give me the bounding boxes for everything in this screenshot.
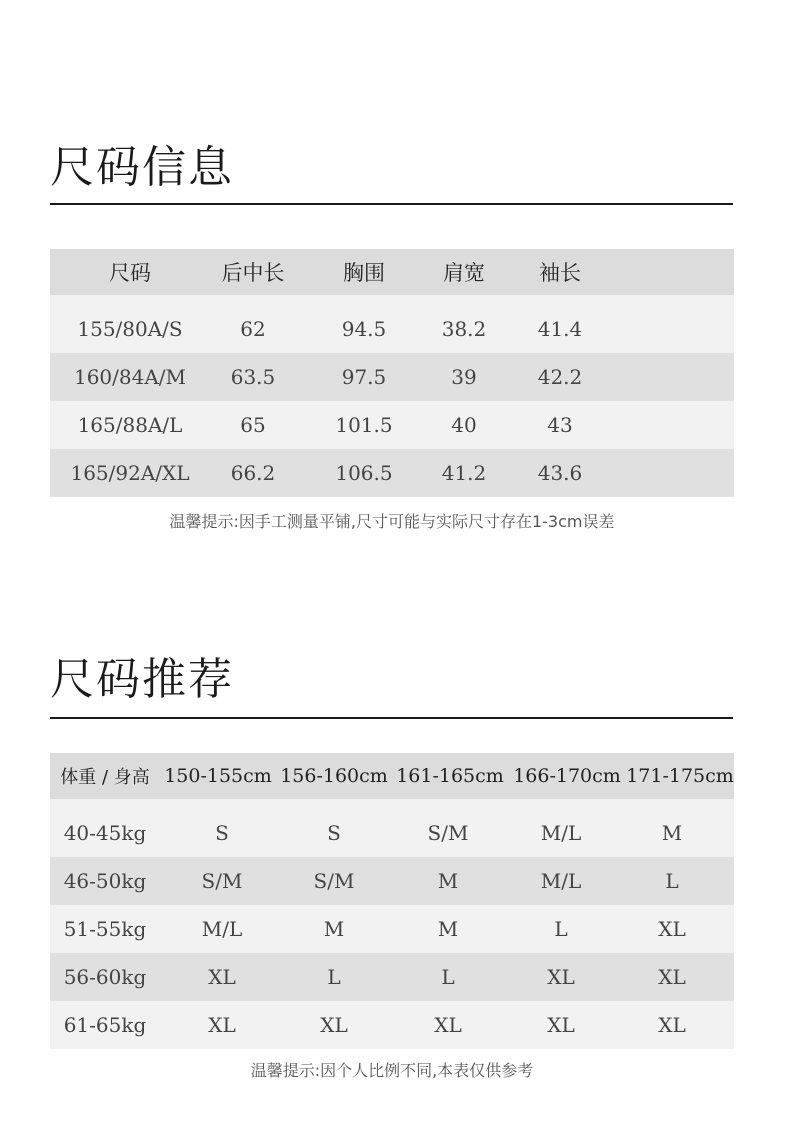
table-cell: XL: [658, 1013, 686, 1037]
table-cell: L: [665, 869, 679, 893]
table-cell: 62: [240, 317, 266, 341]
table-row: [50, 953, 734, 1001]
table-row: [50, 1001, 734, 1049]
header-cell: 袖长: [539, 261, 581, 285]
table-spacer: [50, 295, 734, 305]
table-cell: 43: [547, 413, 573, 437]
size-info-divider: [50, 203, 733, 205]
table-cell: 63.5: [230, 365, 276, 389]
table-row: [50, 905, 734, 953]
table-cell: XL: [320, 1013, 348, 1037]
table-cell: S: [327, 821, 341, 845]
table-spacer: [50, 799, 734, 809]
table-cell: S: [215, 821, 229, 845]
table-cell: 40: [451, 413, 477, 437]
table-row: [50, 305, 734, 353]
header-cell: 171-175cm: [626, 765, 734, 787]
table-cell: 46-50kg: [63, 869, 147, 893]
table-cell: 51-55kg: [63, 917, 147, 941]
size-recommend-table: [50, 753, 734, 1049]
table-cell: L: [327, 965, 341, 989]
header-cell: 166-170cm: [513, 765, 621, 787]
table-cell: 56-60kg: [63, 965, 147, 989]
table-cell: 66.2: [230, 461, 276, 485]
table-cell: 101.5: [335, 413, 393, 437]
header-cell: 尺码: [109, 261, 151, 285]
table-row: [50, 449, 734, 497]
table-cell: M/L: [540, 869, 582, 893]
table-cell: 160/84A/M: [73, 365, 187, 389]
table-row: [50, 401, 734, 449]
size-recommend-title: 尺码推荐: [50, 654, 234, 705]
size-info-table: [50, 249, 734, 497]
header-cell: 体重 / 身高: [60, 767, 150, 788]
table-cell: XL: [658, 965, 686, 989]
table-cell: M: [323, 917, 345, 941]
table-cell: XL: [547, 965, 575, 989]
header-cell: 后中长: [221, 261, 285, 285]
table-cell: 65: [240, 413, 266, 437]
table-cell: 61-65kg: [63, 1013, 147, 1037]
header-cell: 肩宽: [443, 261, 485, 285]
table-cell: M: [437, 869, 459, 893]
size-info-note: 温馨提示:因手工测量平铺,尺寸可能与实际尺寸存在1-3cm误差: [169, 512, 615, 531]
table-row: [50, 809, 734, 857]
table-cell: S/M: [201, 869, 243, 893]
table-cell: XL: [547, 1013, 575, 1037]
table-cell: M: [661, 821, 683, 845]
table-cell: L: [554, 917, 568, 941]
table-cell: L: [441, 965, 455, 989]
header-cell: 胸围: [343, 261, 385, 285]
table-row: [50, 353, 734, 401]
table-cell: XL: [208, 965, 236, 989]
table-row: [50, 857, 734, 905]
table-header-row: [50, 753, 734, 799]
table-cell: M: [437, 917, 459, 941]
table-cell: 106.5: [335, 461, 393, 485]
table-cell: 41.2: [441, 461, 487, 485]
table-cell: 155/80A/S: [77, 317, 183, 341]
table-cell: S/M: [427, 821, 469, 845]
table-cell: M/L: [540, 821, 582, 845]
table-cell: S/M: [313, 869, 355, 893]
header-cell: 161-165cm: [396, 765, 504, 787]
table-cell: 165/92A/XL: [70, 461, 190, 485]
table-cell: 38.2: [441, 317, 487, 341]
table-cell: XL: [658, 917, 686, 941]
table-cell: 94.5: [341, 317, 387, 341]
size-info-title: 尺码信息: [50, 142, 234, 193]
table-header-row: [50, 249, 734, 295]
header-cell: 150-155cm: [164, 765, 272, 787]
table-cell: 42.2: [537, 365, 583, 389]
table-cell: 165/88A/L: [77, 413, 183, 437]
table-cell: M/L: [201, 917, 243, 941]
table-cell: 40-45kg: [63, 821, 147, 845]
table-cell: XL: [434, 1013, 462, 1037]
size-recommend-divider: [50, 717, 733, 719]
table-cell: 43.6: [537, 461, 583, 485]
table-cell: 39: [451, 365, 477, 389]
size-recommend-note: 温馨提示:因个人比例不同,本表仅供参考: [250, 1061, 534, 1080]
header-cell: 156-160cm: [280, 765, 388, 787]
table-cell: XL: [208, 1013, 236, 1037]
table-cell: 41.4: [537, 317, 583, 341]
table-cell: 97.5: [341, 365, 387, 389]
